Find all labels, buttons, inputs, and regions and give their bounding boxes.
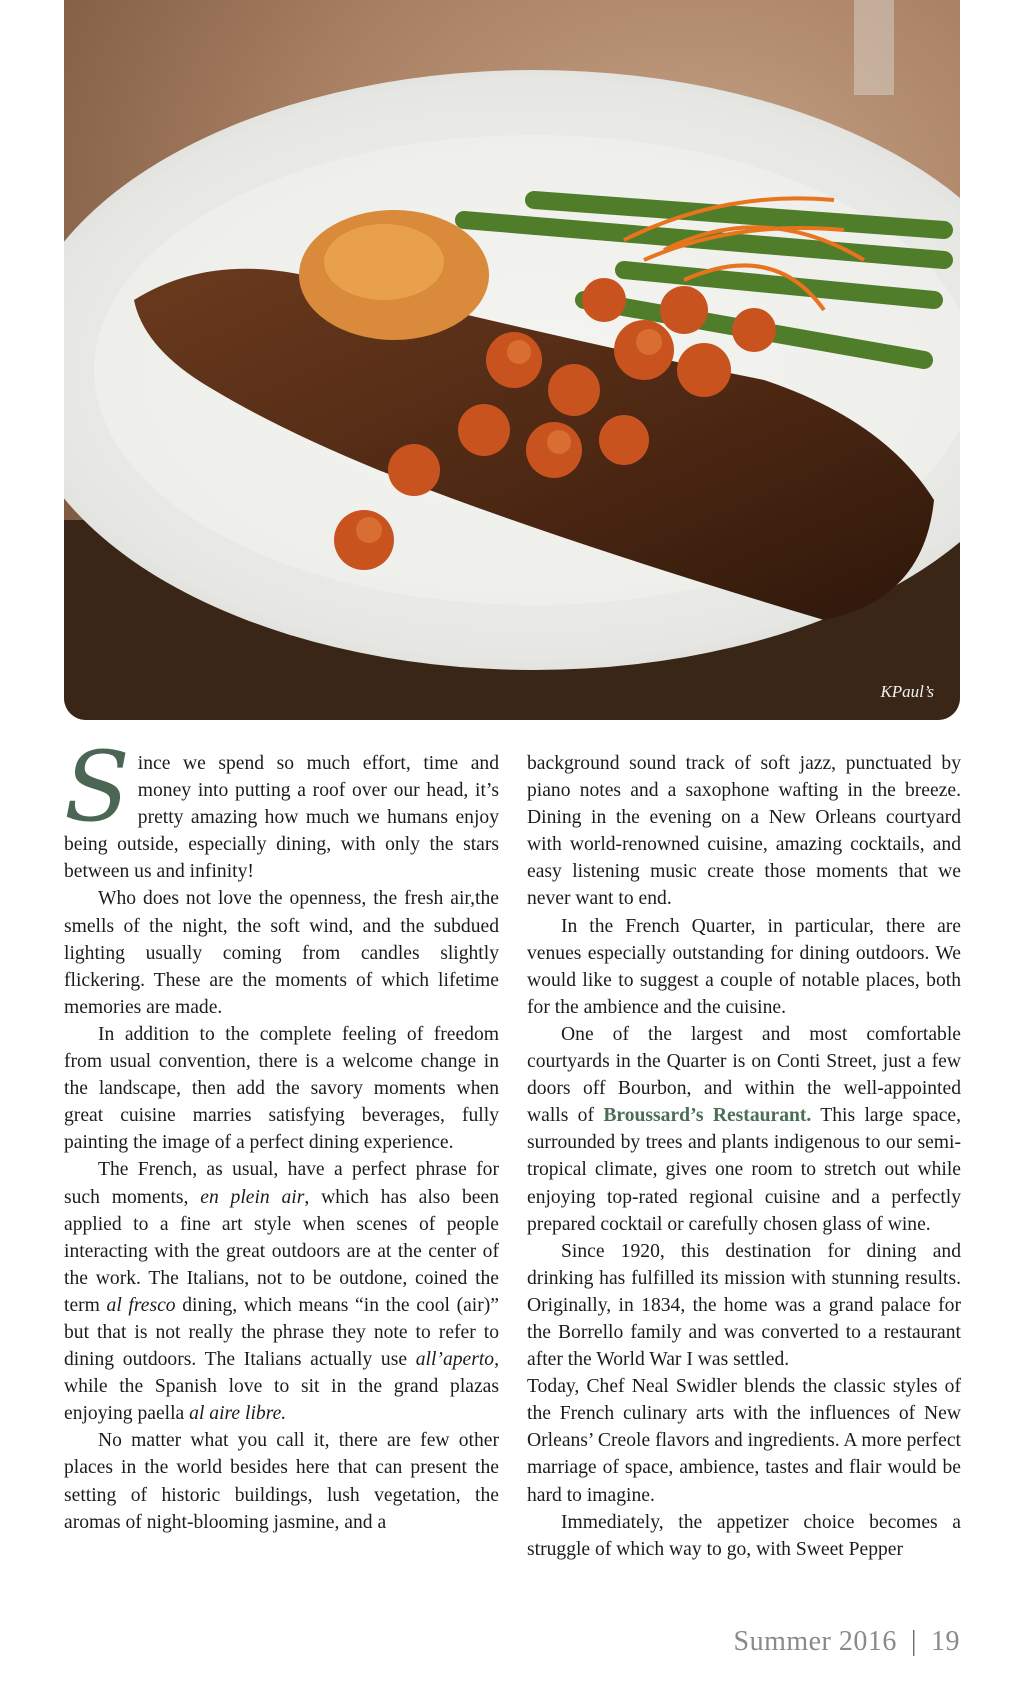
- article-column-right: [527, 750, 961, 1563]
- paragraph: Today, Chef Neal Swidler blends the classic styles of the French culinary arts with the influences of New Orleans’ Creole flavors and ingredients. A more perfect marriage of space, ambience, tastes and flair would be hard to imagine.: [527, 1376, 961, 1506]
- paragraph: In addition to the complete feeling of freedom from usual convention, there is a welcome change in the landscape, then add the savory moments when great cuisine marries satisfying beverages, fully painting the image of a perfect dining experience.: [64, 1023, 499, 1154]
- paragraph-text: dining, which means “in the cool (air)” but that is not really the phrase they note to refer to dining outdoors. The Italians actually use: [64, 1294, 499, 1371]
- paragraph: Since 1920, this destination for dining and drinking has fulfilled its mission with stunning results. Originally, in 1834, the home was a grand palace for the Borrello family and was converted to a restaurant after the World War I was settled.: [527, 1240, 961, 1371]
- paragraph-text: ince we spend so much effort, time and money into putting a roof over our head, it’s pretty amazing how much we humans enjoy being outside, especially dining, with only the stars between us and infinity!: [64, 753, 499, 883]
- italic-phrase: al fresco: [106, 1294, 176, 1316]
- venue-name: Broussard’s Restaurant.: [603, 1105, 812, 1127]
- plated-fish-illustration: [64, 0, 960, 720]
- paragraph: Immediately, the appetizer choice becomes a struggle of which way to go, with Sweet Pepper: [527, 1511, 961, 1560]
- page-footer: [734, 1626, 961, 1658]
- paragraph-text: The French, as usual, have a perfect phrase for such moments,: [64, 1159, 499, 1208]
- paragraph: No matter what you call it, there are few other places in the world besides here that can present the setting of historic buildings, lush vegetation, the aromas of night-blooming jasmine, and a: [64, 1430, 499, 1533]
- paragraph: [527, 1021, 961, 1238]
- paragraph: background sound track of soft jazz, punctuated by piano notes and a saxophone wafting in the breeze. Dining in the evening on a New Orleans courtyard with world-renowned cuisine, amazing cocktails, and easy listening music create those moments that we never want to end.: [527, 753, 961, 910]
- paragraph: [64, 1156, 499, 1427]
- food-photo: [64, 0, 960, 720]
- italic-phrase: al aire libre.: [189, 1403, 287, 1425]
- photo-credit: KPaul’s: [880, 682, 934, 701]
- footer-separator: |: [910, 1626, 917, 1657]
- issue-label: Summer 2016: [733, 1626, 897, 1657]
- article-column-left: [64, 731, 499, 1536]
- drop-cap: S: [64, 731, 130, 843]
- paragraph: [64, 731, 499, 885]
- paragraph: In the French Quarter, in particular, there are venues especially outstanding for dining outdoors. We would like to suggest a couple of notable places, both for the ambience and the cuisine.: [527, 915, 961, 1018]
- italic-phrase: en plein air: [200, 1186, 305, 1208]
- paragraph: Who does not love the openness, the fresh air,the smells of the night, the soft wind, and the subdued lighting usually coming from candles slightly flickering. These are the moments of which lifetime memories are made.: [64, 888, 499, 1018]
- paragraph-text: This large space, surrounded by trees and plants indigenous to our semi-tropical climate, gives one room to stretch out while enjoying top-rated regional cuisine and a perfectly prepared cocktail or carefully chosen glass of wine.: [527, 1105, 961, 1235]
- paragraph-text: , which has also been applied to a fine art style when scenes of people interacting with the great outdoors are at the center of the work. The Italians, not to be outdone, coined the term: [64, 1186, 499, 1316]
- page-number: 19: [931, 1626, 960, 1657]
- italic-phrase: all’aperto,: [415, 1349, 499, 1371]
- paragraph-text: while the Spanish love to sit in the grand plazas enjoying paella: [64, 1376, 499, 1425]
- paragraph-text: One of the largest and most comfortable courtyards in the Quarter is on Conti Street, just a few doors off Bourbon, and within the well-appointed walls of: [527, 1023, 961, 1127]
